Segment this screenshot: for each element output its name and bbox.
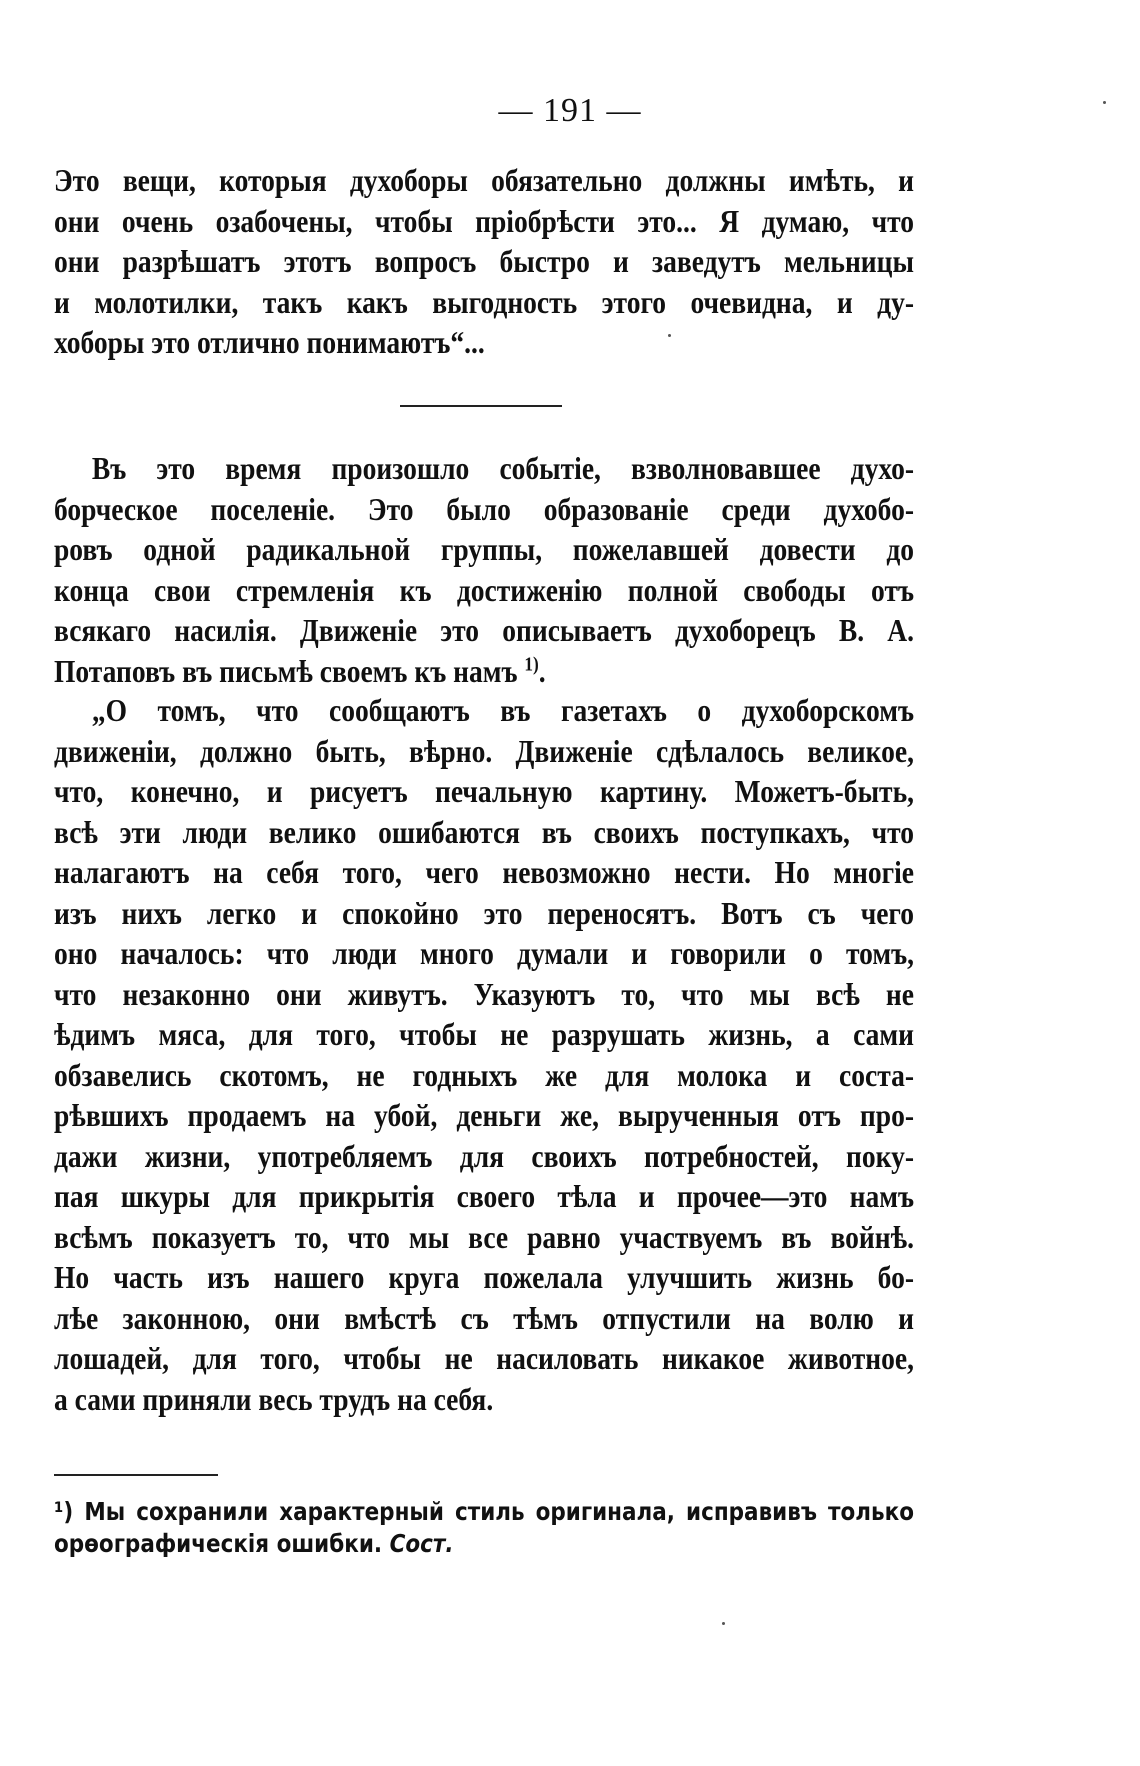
text-line: налагаютъ на себя того, чего невозможно нести. Но многіе: [54, 854, 914, 890]
text-line: всѣ эти люди велико ошибаются въ своихъ поступкахъ, что: [54, 813, 914, 850]
footnote: [54, 1496, 914, 1560]
page-number: — 191 —: [498, 92, 642, 129]
footnote-text: Мы сохранили характерный стиль оригинала, исправивъ только: [84, 1497, 914, 1526]
footnote-reference: 1): [524, 652, 539, 675]
text-line: хоборы это отлично понимаютъ“...: [54, 324, 485, 360]
sentence-end: .: [538, 652, 546, 689]
text-line: они разрѣшатъ этотъ вопросъ быстро и заведутъ мельницы: [54, 243, 914, 279]
text-line: Но часть изъ нашего круга пожелала улучшить жизнь бо-: [54, 1259, 914, 1295]
footnote-line: [54, 1528, 914, 1560]
paper-speck: [668, 334, 671, 337]
text-line: Это вещи, которыя духоборы обязательно должны имѣть, и: [54, 162, 914, 198]
paragraph-event: [54, 448, 914, 691]
text-line: пая шкуры для прикрытія своего тѣла и прочее—это намъ: [54, 1178, 914, 1214]
text-line: борческое поселеніе. Это было образованіе среди духобо-: [54, 490, 914, 527]
text-line: ровъ одной радикальной группы, пожелавшей довести до: [54, 531, 914, 567]
text-line-body: Потаповъ въ письмѣ своемъ къ намъ: [54, 652, 518, 689]
text-line: „О томъ, что сообщаютъ въ газетахъ о духоборскомъ: [91, 692, 915, 728]
text-line: оно началось: что люди много думали и говорили о томъ,: [54, 935, 914, 971]
paper-speck: [722, 1622, 725, 1625]
text-line: Въ это время произошло событіе, взволновавшее духо-: [91, 450, 915, 486]
text-line: ѣдимъ мяса, для того, чтобы не разрушать жизнь, а сами: [54, 1016, 914, 1052]
footnote-author: Сост.: [389, 1529, 454, 1558]
text-line: лошадей, для того, чтобы не насиловать никакое животное,: [54, 1340, 914, 1376]
text-line: всѣмъ показуетъ то, что мы все равно участвуемъ въ войнѣ.: [54, 1218, 914, 1255]
text-line: обзавелись скотомъ, не годныхъ же для молока и соста-: [54, 1056, 914, 1093]
text-line: движеніи, должно быть, вѣрно. Движеніе сдѣлалось великое,: [54, 732, 914, 769]
text-line: всякаго насилія. Движеніе это описываетъ духоборецъ В. А.: [54, 612, 914, 648]
text-line: изъ нихъ легко и спокойно это переносятъ. Вотъ съ чего: [54, 894, 914, 931]
footnote-separator: [54, 1474, 218, 1476]
text-line: что незаконно они живутъ. Указуютъ то, что мы всѣ не: [54, 975, 914, 1012]
text-line: и молотилки, такъ какъ выгодность этого очевидна, и ду-: [54, 283, 914, 320]
footnote-text: орѳографическія ошибки.: [54, 1529, 383, 1558]
section-separator: [400, 405, 562, 407]
text-line: конца свои стремленія къ достиженію полной свободы отъ: [54, 571, 914, 608]
footnote-line: [54, 1496, 914, 1528]
text-line: что, конечно, и рисуетъ печальную картину. Можетъ-быть,: [54, 773, 914, 809]
text-line: а сами приняли весь трудъ на себя.: [54, 1380, 494, 1417]
text-line: дажи жизни, употребляемъ для своихъ потребностей, поку-: [54, 1137, 914, 1174]
paragraph-letter: [54, 690, 914, 1419]
footnote-marker: ¹): [54, 1497, 74, 1526]
text-line: они очень озабочены, чтобы пріобрѣсти это... Я думаю, что: [54, 202, 914, 239]
text-line: рѣвшихъ продаемъ на убой, деньги же, вырученныя отъ про-: [54, 1097, 914, 1133]
paper-speck: [1103, 101, 1106, 104]
text-line: [54, 651, 914, 692]
text-line: лѣе законною, они вмѣстѣ съ тѣмъ отпустили на волю и: [54, 1299, 914, 1336]
paragraph-quote-end: [54, 160, 914, 363]
